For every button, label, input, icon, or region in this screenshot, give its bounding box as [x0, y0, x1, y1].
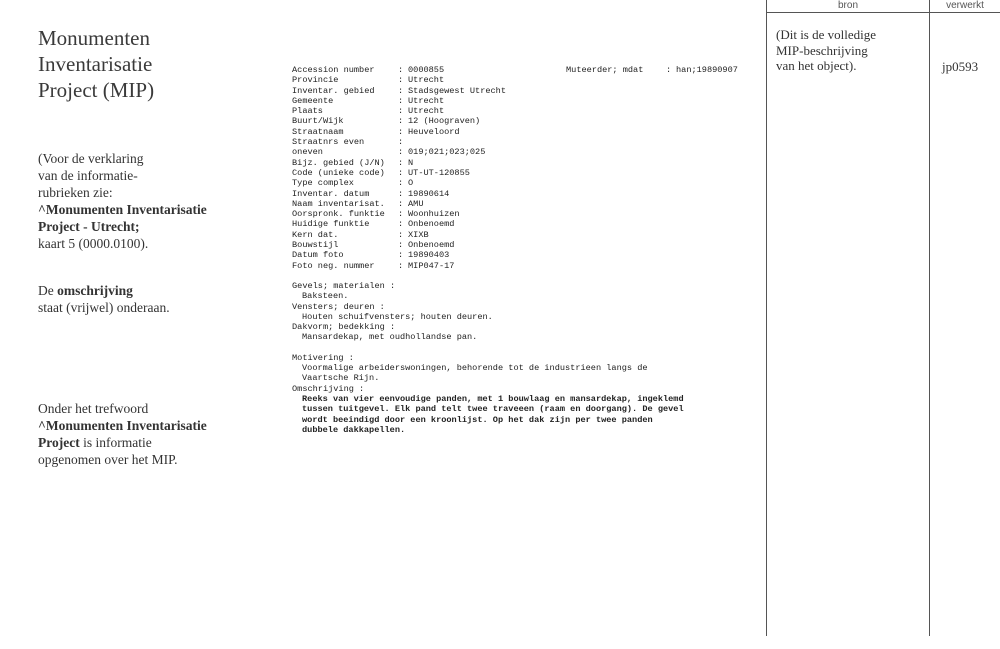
field-value: 19890403: [408, 250, 450, 261]
field-key: Type complex: [292, 178, 354, 189]
field-key: Buurt/Wijk: [292, 116, 344, 127]
record-field-row: [292, 137, 752, 147]
record-field-row: [292, 86, 752, 96]
field-value: Utrecht: [408, 106, 445, 117]
field-separator: :: [398, 85, 404, 96]
record-field-row: [292, 147, 752, 157]
field-key: Inventar. gebied: [292, 85, 375, 96]
section-body: Reeks van vier eenvoudige panden, met 1 bouwlaag en mansardekap, ingeklemd: [302, 393, 684, 404]
reference-link: Project - Utrecht;: [38, 219, 140, 234]
field-separator: :: [398, 75, 404, 86]
field-key: Oorspronk. funktie: [292, 209, 385, 220]
record-field-row: [292, 168, 752, 178]
explanation-note: [38, 150, 207, 252]
field-key: Bouwstijl: [292, 240, 339, 251]
verwerkt-header: verwerkt: [946, 0, 984, 11]
omschrijving-section: [292, 384, 752, 435]
record-field-row: [292, 96, 752, 106]
field-separator: :: [398, 137, 404, 148]
field-value: Stadsgewest Utrecht: [408, 85, 506, 96]
field-key: Code (unieke code): [292, 167, 385, 178]
field-key: Kern dat.: [292, 229, 339, 240]
field-separator: :: [398, 167, 404, 178]
field-separator: :: [398, 250, 404, 261]
reference-link: ^Monumenten Inventarisatie: [38, 202, 207, 217]
record-field-row: [292, 209, 752, 219]
field-value: Onbenoemd: [408, 219, 455, 230]
field-value: 19890614: [408, 188, 450, 199]
field-value: han;19890907: [676, 65, 738, 75]
field-value: O: [408, 178, 414, 189]
field-separator: :: [398, 209, 404, 220]
field-value: Utrecht: [408, 95, 445, 106]
field-value: 0000855: [408, 65, 445, 75]
title-line: Project (MIP): [38, 78, 155, 102]
field-value: 12 (Hoograven): [408, 116, 481, 127]
section-body: Vaartsche Rijn.: [302, 373, 380, 384]
bron-line: (Dit is de volledige: [776, 27, 877, 42]
verwerkt-code: jp0593: [942, 59, 979, 74]
field-key: Provincie: [292, 75, 339, 86]
field-value: 019;021;023;025: [408, 147, 486, 158]
bron-line: MIP-beschrijving: [776, 42, 868, 58]
title-line: Monumenten: [38, 26, 150, 50]
field-value: N: [408, 157, 414, 168]
note-text: De: [38, 283, 58, 298]
record-field-row: [292, 250, 752, 260]
field-value: MIP047-17: [408, 260, 455, 271]
field-separator: :: [398, 219, 404, 230]
section-body: wordt beeindigd door een kroonlijst. Op het dak zijn per twee panden: [302, 414, 653, 425]
note-line: Onder het trefwoord: [38, 401, 149, 416]
title-line: Inventarisatie: [38, 52, 153, 76]
motivering-section: [292, 353, 752, 384]
description-note: [38, 282, 170, 316]
section-body: tussen tuitgevel. Elk pand telt twee traveeen (raam en doorgang). De gevel: [302, 404, 684, 415]
record-field-row: [292, 116, 752, 126]
field-value: Woonhuizen: [408, 209, 460, 220]
keyword-link: ^Monumenten Inventarisatie: [38, 418, 207, 433]
note-text: is informatie: [79, 435, 152, 450]
record-field-row: [292, 127, 752, 137]
note-line: rubrieken zie:: [38, 185, 113, 200]
field-separator: :: [398, 106, 404, 117]
column-divider: [766, 0, 767, 636]
field-separator: :: [398, 240, 404, 251]
record-field-row: [292, 219, 752, 229]
field-value: Heuveloord: [408, 126, 460, 137]
section-body: Voormalige arbeiderswoningen, behorende tot de industrieen langs de: [302, 363, 648, 374]
field-key: oneven: [292, 147, 323, 158]
bron-header: bron: [837, 0, 858, 11]
record-field-row: [292, 158, 752, 168]
field-key: Datum foto: [292, 250, 344, 261]
field-separator: :: [398, 95, 404, 106]
field-value: AMU: [408, 198, 424, 209]
record-field-row: [292, 189, 752, 199]
note-line: opgenomen over het MIP.: [38, 452, 178, 467]
section-body: Baksteen.: [302, 291, 349, 302]
bron-text: [776, 27, 876, 74]
bron-line: van het object).: [776, 58, 857, 73]
field-key: Straatnaam: [292, 126, 344, 137]
field-separator: :: [398, 198, 404, 209]
field-key: Inventar. datum: [292, 188, 370, 199]
note-line: van de informatie-: [38, 168, 138, 183]
field-key: Naam inventarisat.: [292, 198, 385, 209]
keyword-note: [38, 400, 207, 468]
record-field-row: [292, 65, 752, 75]
field-separator: :: [398, 116, 404, 127]
field-key: Muteerder; mdat: [566, 65, 644, 75]
field-value: XIXB: [408, 229, 429, 240]
field-key: Gemeente: [292, 95, 334, 106]
record-field-row: [292, 199, 752, 209]
header-rule: [766, 12, 1000, 13]
record-sections: [292, 281, 752, 343]
field-value: Utrecht: [408, 75, 445, 86]
section-header: Gevels; materialen :: [292, 280, 396, 291]
field-key: Accession number: [292, 65, 375, 75]
field-separator: :: [398, 229, 404, 240]
record-field-row: [292, 178, 752, 188]
note-line: staat (vrijwel) onderaan.: [38, 300, 170, 315]
field-separator: :: [398, 147, 404, 158]
field-separator: :: [398, 157, 404, 168]
record-field-row: [292, 106, 752, 116]
record-fields: [292, 65, 752, 271]
section-body: Houten schuifvensters; houten deuren.: [302, 311, 493, 322]
field-key: Plaats: [292, 106, 323, 117]
column-divider: [929, 0, 930, 636]
field-key: Huidige funktie: [292, 219, 370, 230]
keyword-link: Project: [38, 435, 80, 450]
field-separator: :: [666, 65, 672, 75]
field-key: Bijz. gebied (J/N): [292, 157, 385, 168]
field-separator: :: [398, 65, 404, 75]
field-value: UT-UT-120855: [408, 167, 470, 178]
mutator-field: [566, 65, 752, 75]
section-header: Vensters; deuren :: [292, 301, 385, 312]
record-field-row: [292, 261, 752, 271]
note-line: kaart 5 (0000.0100).: [38, 236, 149, 251]
record-field-row: [292, 230, 752, 240]
section-body: Mansardekap, met oudhollandse pan.: [302, 332, 478, 343]
field-key: Foto neg. nummer: [292, 260, 375, 271]
page-title: [38, 25, 154, 103]
section-header: Dakvorm; bedekking :: [292, 322, 396, 333]
field-value: Onbenoemd: [408, 240, 455, 251]
record-field-row: [292, 240, 752, 250]
mip-record: [292, 65, 752, 435]
field-separator: :: [398, 260, 404, 271]
section-body: dubbele dakkapellen.: [302, 424, 406, 435]
note-line: (Voor de verklaring: [38, 151, 144, 166]
field-separator: :: [398, 126, 404, 137]
field-separator: :: [398, 178, 404, 189]
section-header: Motivering :: [292, 352, 354, 363]
record-field-row: [292, 75, 752, 85]
section-header: Omschrijving :: [292, 383, 365, 394]
note-bold: omschrijving: [57, 283, 133, 298]
field-separator: :: [398, 188, 404, 199]
field-key: Straatnrs even: [292, 137, 365, 148]
